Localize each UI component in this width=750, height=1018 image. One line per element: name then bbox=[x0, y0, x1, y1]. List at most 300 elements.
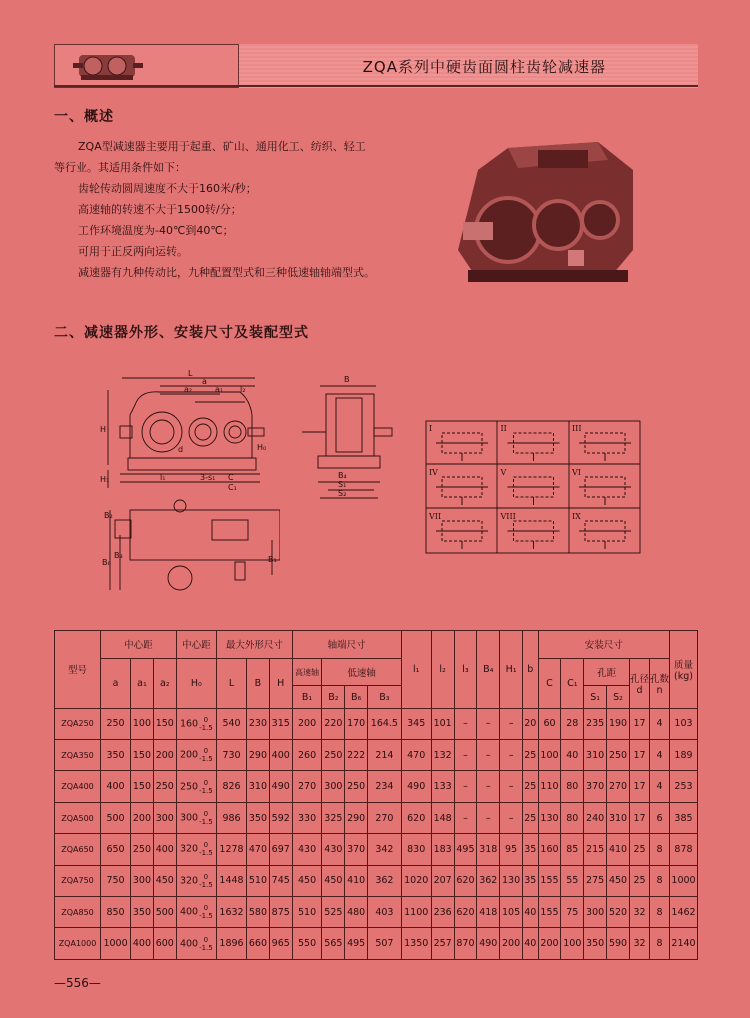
cell-value: 450 bbox=[324, 875, 343, 887]
col-header-l3: l₃ bbox=[454, 631, 477, 709]
cell-S2 bbox=[607, 740, 630, 771]
cell-S2 bbox=[607, 771, 630, 802]
cell-value: 189 bbox=[674, 749, 693, 761]
dim-label-S2: S₂ bbox=[338, 489, 347, 498]
cell-C bbox=[538, 802, 561, 833]
cell-value: 290 bbox=[347, 812, 366, 824]
cell-value: 4 bbox=[656, 781, 663, 793]
cell-value: 17 bbox=[633, 781, 646, 793]
cell-value: – bbox=[485, 718, 491, 730]
cell-B6 bbox=[345, 771, 368, 802]
overview-line: 可用于正反两向运转。 bbox=[78, 245, 188, 258]
cell-value: 250 bbox=[347, 781, 366, 793]
cell-b bbox=[522, 708, 538, 739]
cell-b bbox=[522, 928, 538, 960]
cell-l2 bbox=[431, 865, 454, 896]
cell-value: 17 bbox=[633, 812, 646, 824]
cell-B6 bbox=[345, 897, 368, 928]
cell-value: 750 bbox=[106, 875, 125, 887]
col-header-hole-d: 孔径d bbox=[630, 658, 650, 708]
tolerance-lower: -1.5 bbox=[199, 723, 213, 732]
cell-value: 80 bbox=[566, 812, 579, 824]
page-title: ZQA系列中硬齿面圆柱齿轮减速器 bbox=[362, 58, 606, 76]
cell-C bbox=[538, 865, 561, 896]
cell-C bbox=[538, 897, 561, 928]
cell-value: 207 bbox=[433, 875, 452, 887]
cell-B1 bbox=[292, 928, 322, 960]
tolerance-lower: -1.5 bbox=[199, 849, 213, 858]
cell-a bbox=[101, 740, 131, 771]
cell-B4 bbox=[477, 708, 500, 739]
cell-value: 495 bbox=[456, 843, 475, 855]
cell-value: 592 bbox=[271, 812, 290, 824]
cell-value: 8 bbox=[656, 843, 663, 855]
cell-value: 370 bbox=[586, 781, 605, 793]
overview-line: 减速器有九种传动比，九种配置型式和三种低速轴轴端型式。 bbox=[78, 266, 375, 279]
cell-l3 bbox=[454, 897, 477, 928]
cell-B3 bbox=[368, 928, 402, 960]
cell-l1 bbox=[401, 834, 431, 865]
cell-l3 bbox=[454, 740, 477, 771]
cell-value: 4 bbox=[656, 749, 663, 761]
cell-L bbox=[217, 865, 247, 896]
cell-H0 bbox=[176, 802, 216, 833]
cell-value: 4 bbox=[656, 718, 663, 730]
cell-value: 470 bbox=[407, 749, 426, 761]
col-header-B2: B₂ bbox=[322, 686, 345, 708]
config-label: VI bbox=[572, 468, 581, 477]
cell-value: 110 bbox=[540, 781, 559, 793]
config-cell bbox=[572, 512, 631, 549]
cell-C1 bbox=[561, 802, 584, 833]
col-header-a1: a₁ bbox=[131, 658, 154, 708]
cell-l3 bbox=[454, 771, 477, 802]
cell-a bbox=[101, 771, 131, 802]
cell-C1 bbox=[561, 865, 584, 896]
cell-value: 222 bbox=[347, 749, 366, 761]
cell-value: 400 bbox=[271, 749, 290, 761]
cell-value: 132 bbox=[433, 749, 452, 761]
cell-value: 325 bbox=[324, 812, 343, 824]
col-header-high: 高速轴 bbox=[292, 658, 322, 686]
cell-a1 bbox=[131, 834, 154, 865]
cell-L bbox=[217, 708, 247, 739]
cell-value: 400 bbox=[179, 906, 199, 918]
cell-value: 1278 bbox=[219, 843, 244, 855]
cell-B3 bbox=[368, 865, 402, 896]
dim-label-B1: B₁ bbox=[268, 555, 277, 564]
cell-value: 270 bbox=[375, 812, 394, 824]
cell-value: 40 bbox=[524, 906, 537, 918]
cell-B2 bbox=[322, 802, 345, 833]
cell-m bbox=[670, 834, 698, 865]
dim-label-B3: B₃ bbox=[114, 551, 123, 560]
cell-value: 130 bbox=[502, 875, 521, 887]
dim-label-a: a bbox=[202, 377, 207, 386]
cell-value: 35 bbox=[524, 875, 537, 887]
cell-S1 bbox=[584, 771, 607, 802]
cell-value: 8 bbox=[656, 875, 663, 887]
tolerance bbox=[199, 716, 213, 732]
cell-value: 183 bbox=[433, 843, 452, 855]
cell-value: 235 bbox=[586, 718, 605, 730]
cell-value: 620 bbox=[456, 875, 475, 887]
tolerance-lower: -1.5 bbox=[199, 912, 213, 921]
cell-L bbox=[217, 740, 247, 771]
cell-B2 bbox=[322, 897, 345, 928]
overview-line: 齿轮传动圆周速度不大于160米/秒； bbox=[78, 182, 257, 195]
cell-S1 bbox=[584, 834, 607, 865]
cell-value: 620 bbox=[456, 906, 475, 918]
cell-value: 17 bbox=[633, 718, 646, 730]
cell-value: 25 bbox=[633, 843, 646, 855]
cell-value: 870 bbox=[456, 938, 475, 950]
cell-m bbox=[670, 802, 698, 833]
cell-a bbox=[101, 897, 131, 928]
cell-value: 270 bbox=[297, 781, 317, 793]
dim-label-B: B bbox=[344, 375, 350, 384]
config-label: IV bbox=[429, 468, 438, 477]
cell-value: 310 bbox=[586, 749, 605, 761]
cell-value: 875 bbox=[271, 906, 290, 918]
tolerance-upper: 0 bbox=[203, 810, 209, 819]
dim-label-B6: B₆ bbox=[102, 558, 111, 567]
cell-value: 310 bbox=[608, 812, 628, 824]
cell-value: 1448 bbox=[219, 875, 244, 887]
cell-value: 28 bbox=[566, 718, 579, 730]
cell-value: 25 bbox=[524, 812, 537, 824]
overview-line: 高速轴的转速不大于1500转/分； bbox=[78, 203, 242, 216]
cell-value: 400 bbox=[106, 781, 125, 793]
cell-B6 bbox=[345, 834, 368, 865]
tolerance bbox=[199, 873, 213, 889]
cell-value: ZQA650 bbox=[61, 844, 94, 854]
cell-a bbox=[101, 928, 131, 960]
tolerance-lower: -1.5 bbox=[199, 755, 213, 764]
cell-H bbox=[269, 897, 292, 928]
cell-value: 95 bbox=[505, 843, 518, 855]
cell-B bbox=[247, 834, 270, 865]
cell-value: – bbox=[463, 781, 468, 793]
cell-b bbox=[522, 897, 538, 928]
cell-B bbox=[247, 802, 270, 833]
cell-H bbox=[269, 802, 292, 833]
cell-l1 bbox=[401, 708, 431, 739]
cell-value: 32 bbox=[633, 938, 646, 950]
cell-B4 bbox=[477, 897, 500, 928]
cell-l3 bbox=[454, 708, 477, 739]
cell-S1 bbox=[584, 708, 607, 739]
config-cell bbox=[501, 424, 560, 461]
cell-value: 101 bbox=[433, 718, 452, 730]
cell-value: 8 bbox=[656, 906, 663, 918]
cell-value: 270 bbox=[608, 781, 628, 793]
cell-value: 490 bbox=[271, 781, 290, 793]
cell-a1 bbox=[131, 928, 154, 960]
cell-value: – bbox=[508, 718, 514, 730]
cell-d bbox=[630, 834, 650, 865]
config-label: I bbox=[429, 424, 433, 433]
col-header-B6: B₆ bbox=[345, 686, 368, 708]
cell-a2 bbox=[153, 708, 176, 739]
col-header-low: 低速轴 bbox=[322, 658, 401, 686]
cell-b bbox=[522, 834, 538, 865]
cell-B4 bbox=[477, 834, 500, 865]
cell-H0 bbox=[176, 771, 216, 802]
cell-model bbox=[55, 771, 101, 802]
gearbox-logo-icon bbox=[55, 45, 240, 89]
cell-m bbox=[670, 897, 698, 928]
cell-value: ZQA350 bbox=[61, 750, 94, 760]
cell-H bbox=[269, 740, 292, 771]
cell-value: 850 bbox=[106, 906, 125, 918]
cell-value: 35 bbox=[524, 843, 537, 855]
cell-l1 bbox=[401, 802, 431, 833]
cell-B2 bbox=[322, 771, 345, 802]
section-heading-dimensions: 二、减速器外形、安装尺寸及装配型式 bbox=[54, 325, 309, 341]
cell-value: 1350 bbox=[404, 938, 429, 950]
cell-L bbox=[217, 771, 247, 802]
cell-a1 bbox=[131, 865, 154, 896]
cell-value: 500 bbox=[106, 812, 125, 824]
cell-d bbox=[630, 740, 650, 771]
cell-value: 214 bbox=[375, 749, 394, 761]
tolerance-upper: 0 bbox=[203, 904, 209, 913]
cell-value: ZQA500 bbox=[61, 813, 94, 823]
config-cell bbox=[428, 512, 488, 549]
cell-S1 bbox=[584, 802, 607, 833]
cell-a2 bbox=[153, 771, 176, 802]
cell-B4 bbox=[477, 928, 500, 960]
dim-label-L: L bbox=[188, 370, 193, 378]
cell-B bbox=[247, 740, 270, 771]
cell-a1 bbox=[131, 740, 154, 771]
cell-C1 bbox=[561, 897, 584, 928]
cell-value: 85 bbox=[566, 843, 579, 855]
tolerance-upper: 0 bbox=[203, 872, 209, 881]
cell-l3 bbox=[454, 802, 477, 833]
cell-H1 bbox=[500, 708, 523, 739]
config-cell bbox=[500, 468, 560, 505]
cell-S2 bbox=[607, 834, 630, 865]
cell-value: 6 bbox=[656, 812, 663, 824]
tolerance bbox=[199, 747, 213, 763]
cell-S2 bbox=[607, 708, 630, 739]
cell-value: 320 bbox=[179, 875, 199, 887]
cell-H1 bbox=[500, 740, 523, 771]
cell-S1 bbox=[584, 740, 607, 771]
spec-table bbox=[54, 630, 698, 960]
col-header-C: C bbox=[538, 658, 561, 708]
cell-S2 bbox=[607, 897, 630, 928]
table-row bbox=[55, 802, 698, 833]
cell-B4 bbox=[477, 802, 500, 833]
cell-value: 300 bbox=[586, 906, 605, 918]
tolerance-lower: -1.5 bbox=[199, 786, 213, 795]
dim-label-H1: H₁ bbox=[100, 475, 110, 484]
config-cell bbox=[500, 512, 560, 549]
cell-a2 bbox=[153, 928, 176, 960]
cell-value: 495 bbox=[347, 938, 366, 950]
dim-label-a2: a₂ bbox=[184, 385, 193, 394]
col-header-B1: B₁ bbox=[292, 686, 322, 708]
cell-value: 200 bbox=[132, 812, 152, 824]
cell-B1 bbox=[292, 865, 322, 896]
config-label: IX bbox=[572, 512, 581, 521]
cell-value: 2140 bbox=[671, 938, 696, 950]
table-row bbox=[55, 771, 698, 802]
cell-B3 bbox=[368, 740, 402, 771]
cell-value: ZQA1000 bbox=[58, 939, 97, 949]
cell-B4 bbox=[477, 865, 500, 896]
cell-H bbox=[269, 708, 292, 739]
cell-L bbox=[217, 834, 247, 865]
cell-m bbox=[670, 740, 698, 771]
cell-value: 620 bbox=[407, 812, 426, 824]
cell-value: 236 bbox=[433, 906, 452, 918]
cell-b bbox=[522, 865, 538, 896]
cell-d bbox=[630, 802, 650, 833]
col-header-a2: a₂ bbox=[153, 658, 176, 708]
cell-H1 bbox=[500, 771, 523, 802]
cell-B bbox=[247, 865, 270, 896]
cell-value: 275 bbox=[586, 875, 605, 887]
cell-value: 410 bbox=[608, 843, 628, 855]
dim-label-S1: S₁ bbox=[338, 480, 347, 489]
cell-value: 200 bbox=[540, 938, 559, 950]
cell-value: 830 bbox=[407, 843, 426, 855]
cell-model bbox=[55, 708, 101, 739]
config-label: VIII bbox=[500, 512, 516, 521]
cell-value: 986 bbox=[222, 812, 241, 824]
cell-value: 103 bbox=[674, 718, 693, 730]
cell-value: 290 bbox=[248, 749, 267, 761]
cell-a2 bbox=[153, 897, 176, 928]
cell-value: 510 bbox=[248, 875, 267, 887]
cell-value: 745 bbox=[271, 875, 290, 887]
cell-value: 350 bbox=[586, 938, 605, 950]
cell-value: 525 bbox=[324, 906, 343, 918]
cell-value: 240 bbox=[586, 812, 605, 824]
cell-a bbox=[101, 834, 131, 865]
cell-C bbox=[538, 740, 561, 771]
cell-l1 bbox=[401, 928, 431, 960]
cell-value: 148 bbox=[433, 812, 452, 824]
cell-a2 bbox=[153, 865, 176, 896]
cell-value: 250 bbox=[132, 843, 152, 855]
cell-value: 253 bbox=[674, 781, 693, 793]
cell-value: 105 bbox=[502, 906, 521, 918]
dim-label-l2: l₂ bbox=[240, 385, 246, 394]
cell-model bbox=[55, 834, 101, 865]
cell-B2 bbox=[322, 834, 345, 865]
cell-H0 bbox=[176, 928, 216, 960]
cell-value: 1632 bbox=[219, 906, 244, 918]
cell-value: 385 bbox=[674, 812, 693, 824]
tolerance-lower: -1.5 bbox=[199, 880, 213, 889]
cell-l1 bbox=[401, 740, 431, 771]
cell-value: 878 bbox=[674, 843, 693, 855]
dim-label-d: d bbox=[178, 445, 184, 454]
cell-value: 1000 bbox=[103, 938, 128, 950]
cell-d bbox=[630, 897, 650, 928]
cell-B2 bbox=[322, 865, 345, 896]
cell-b bbox=[522, 771, 538, 802]
cell-n bbox=[650, 708, 670, 739]
assembly-config-grid bbox=[425, 420, 641, 554]
cell-S2 bbox=[607, 865, 630, 896]
cell-model bbox=[55, 897, 101, 928]
table-row bbox=[55, 834, 698, 865]
cell-value: 660 bbox=[248, 938, 267, 950]
cell-value: 565 bbox=[324, 938, 343, 950]
dim-label-a1: a₁ bbox=[215, 385, 224, 394]
cell-value: 150 bbox=[155, 718, 174, 730]
col-header-outer: 最大外形尺寸 bbox=[217, 631, 293, 659]
dim-label-B2: B₂ bbox=[104, 511, 113, 520]
cell-B2 bbox=[322, 708, 345, 739]
cell-H1 bbox=[500, 834, 523, 865]
cell-m bbox=[670, 928, 698, 960]
cell-value: – bbox=[463, 749, 468, 761]
cell-B1 bbox=[292, 834, 322, 865]
cell-value: 250 bbox=[179, 781, 199, 793]
cell-B3 bbox=[368, 834, 402, 865]
cell-n bbox=[650, 802, 670, 833]
cell-B2 bbox=[322, 740, 345, 771]
col-header-B4: B₄ bbox=[477, 631, 500, 709]
cell-B3 bbox=[368, 897, 402, 928]
cell-value: 200 bbox=[179, 749, 199, 761]
cell-value: 540 bbox=[222, 718, 241, 730]
cell-S2 bbox=[607, 928, 630, 960]
cell-value: 470 bbox=[248, 843, 267, 855]
cell-B bbox=[247, 897, 270, 928]
dim-label-l1: l₁ bbox=[160, 473, 166, 482]
table-row bbox=[55, 740, 698, 771]
tolerance-lower: -1.5 bbox=[199, 943, 213, 952]
cell-value: 507 bbox=[375, 938, 394, 950]
cell-value: – bbox=[463, 812, 468, 824]
table-row bbox=[55, 865, 698, 896]
dim-label-H0: H₀ bbox=[257, 443, 267, 452]
tolerance-upper: 0 bbox=[203, 841, 209, 850]
config-cell bbox=[429, 468, 488, 505]
config-label: III bbox=[572, 424, 582, 433]
cell-value: 400 bbox=[179, 938, 199, 950]
cell-H0 bbox=[176, 708, 216, 739]
cell-C1 bbox=[561, 834, 584, 865]
cell-a1 bbox=[131, 708, 154, 739]
cell-d bbox=[630, 708, 650, 739]
cell-n bbox=[650, 771, 670, 802]
cell-l2 bbox=[431, 771, 454, 802]
cell-L bbox=[217, 928, 247, 960]
col-header-l2: l₂ bbox=[431, 631, 454, 709]
cell-value: 130 bbox=[540, 812, 559, 824]
col-header-C1: C₁ bbox=[561, 658, 584, 708]
cell-value: 650 bbox=[106, 843, 125, 855]
cell-H bbox=[269, 865, 292, 896]
header-rule bbox=[54, 85, 698, 87]
cell-value: 370 bbox=[347, 843, 366, 855]
cell-value: 430 bbox=[297, 843, 317, 855]
cell-l3 bbox=[454, 834, 477, 865]
cell-m bbox=[670, 771, 698, 802]
cell-value: 250 bbox=[155, 781, 174, 793]
col-header-shaft: 轴端尺寸 bbox=[292, 631, 401, 659]
tolerance-upper: 0 bbox=[203, 778, 209, 787]
